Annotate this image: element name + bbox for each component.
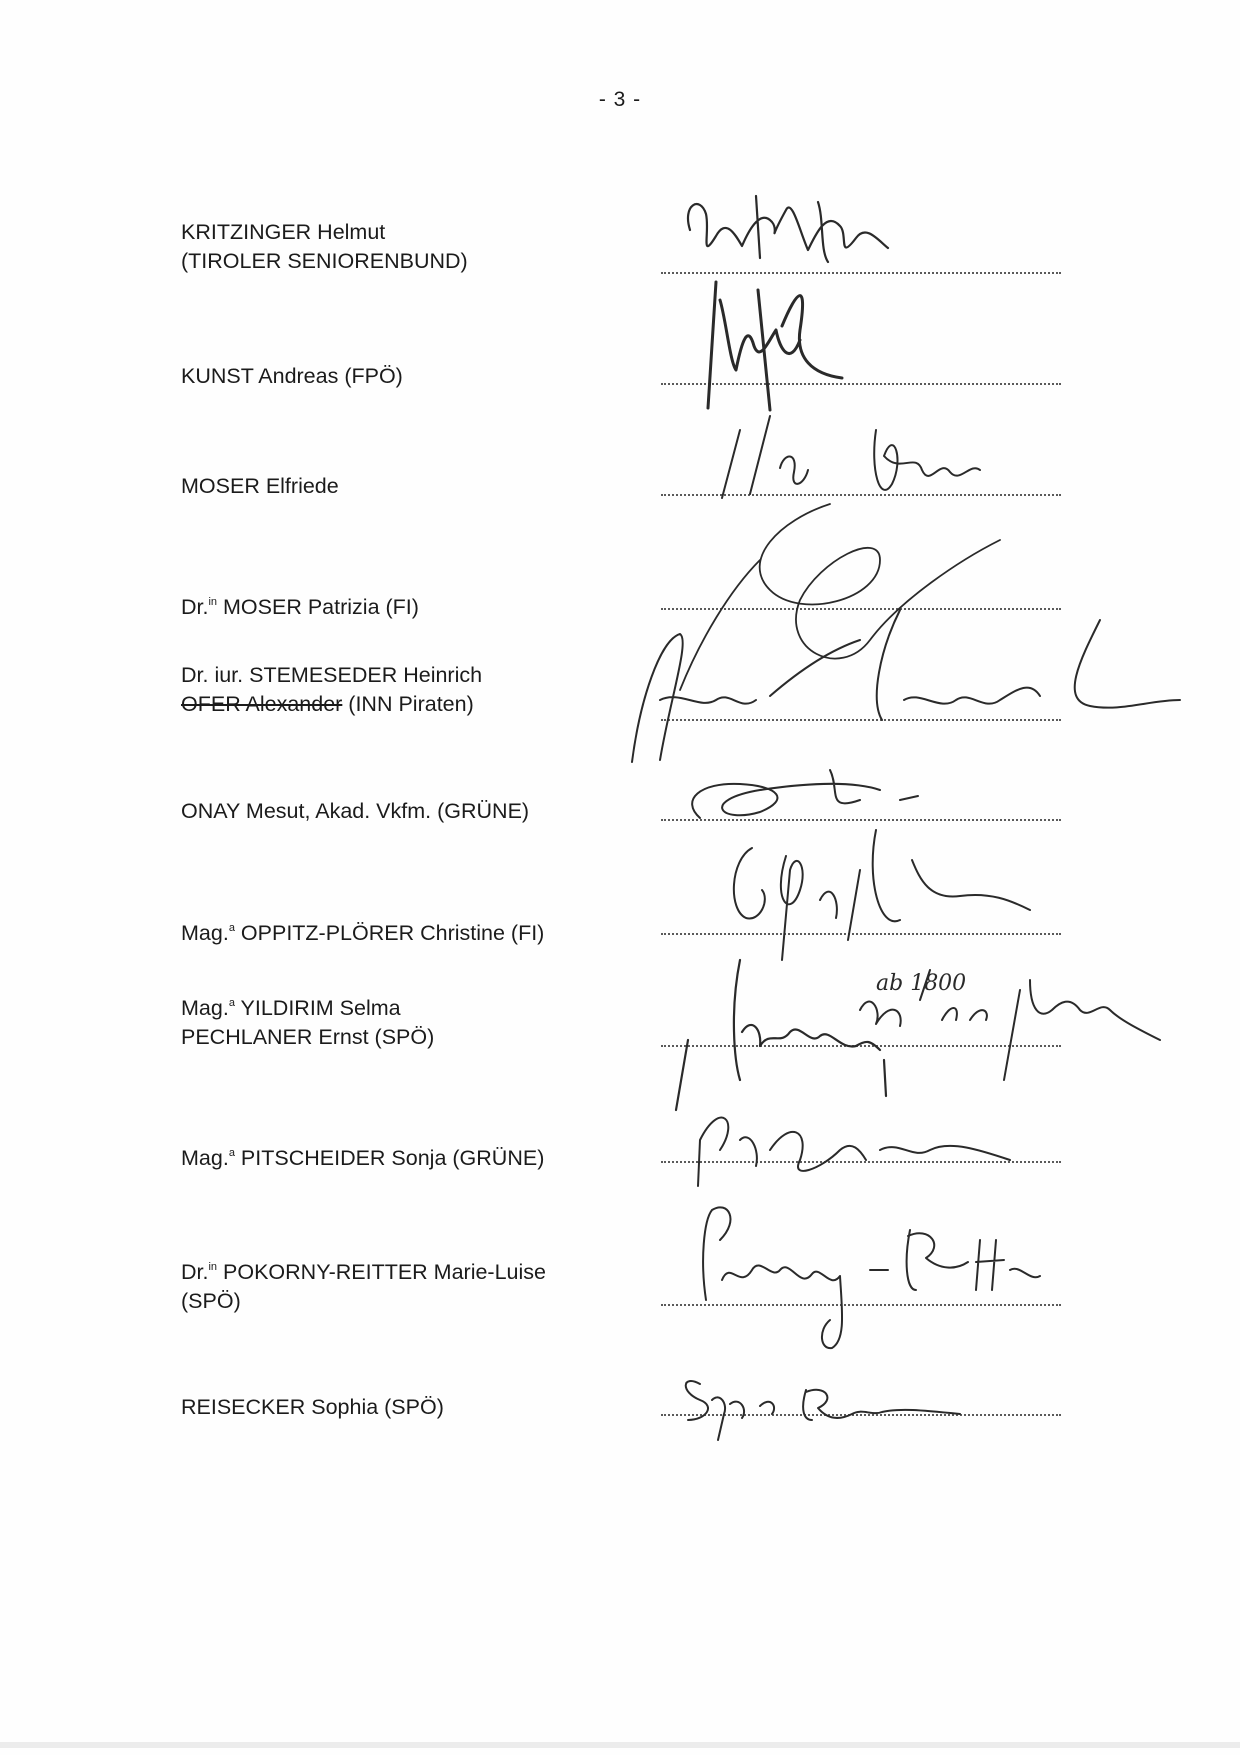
signature-kunst (708, 282, 842, 410)
signatory-stemeseder (181, 661, 482, 719)
signature-line (661, 494, 1061, 496)
signature-line (661, 719, 1061, 721)
signature-line (661, 1045, 1061, 1047)
signatory-name: Dr. iur. STEMESEDER Heinrich (181, 663, 483, 687)
signatory-kritzinger (181, 218, 468, 276)
signatory-yildirim-pechlaner (181, 989, 434, 1052)
title-suffix: a (228, 997, 235, 1009)
title-prefix: Dr. (181, 1260, 209, 1284)
signatory-reisecker (181, 1393, 444, 1422)
signatory-pitscheider (181, 1139, 544, 1173)
scan-edge (0, 1742, 1240, 1748)
signatory-affiliation: (SPÖ) (181, 1289, 241, 1313)
signatory-onay (181, 797, 529, 826)
title-suffix: a (228, 1147, 235, 1159)
signatory-affiliation: (INN Piraten) (342, 692, 474, 716)
signatory-name: PECHLANER Ernst (SPÖ) (181, 1025, 435, 1049)
signature-line (661, 819, 1061, 821)
signature-kritzinger (688, 196, 888, 262)
title-prefix: Mag. (181, 1146, 229, 1170)
signatory-oppitz-ploerer (181, 914, 544, 948)
signatory-name: MOSER Patrizia (FI) (217, 595, 419, 619)
signatory-name: POKORNY-REITTER Marie-Luise (217, 1260, 546, 1284)
handwritten-note-ab: ab 1800 (876, 971, 967, 996)
signatory-affiliation: (TIROLER SENIORENBUND) (181, 249, 468, 273)
signature-line (661, 272, 1061, 274)
signatory-kunst (181, 362, 403, 391)
signature-line (661, 1304, 1061, 1306)
signature-onay (692, 770, 918, 818)
signature-pechlaner (676, 960, 886, 1110)
signatory-pokorny-reitter (181, 1253, 546, 1316)
title-suffix: in (208, 596, 218, 608)
signature-pitscheider (698, 1118, 1010, 1186)
title-suffix: a (228, 922, 235, 934)
signature-oppitz-ploerer (734, 830, 1030, 960)
signature-moser-elfriede (722, 416, 980, 498)
signature-yildirim (860, 970, 1160, 1080)
signatory-name: PITSCHEIDER Sonja (GRÜNE) (234, 1146, 545, 1170)
title-prefix: Dr. (181, 595, 209, 619)
signature-line (661, 608, 1061, 610)
signature-line (661, 1414, 1061, 1416)
signatory-name: MOSER Elfriede (181, 474, 339, 498)
signatory-name: YILDIRIM Selma (234, 996, 401, 1020)
signature-stemeseder (632, 610, 1180, 762)
signature-line (661, 383, 1061, 385)
title-prefix: Mag. (181, 921, 229, 945)
signatory-name: KRITZINGER Helmut (181, 220, 386, 244)
signatory-name: ONAY Mesut, Akad. Vkfm. (GRÜNE) (181, 799, 530, 823)
signatory-moser-patrizia (181, 588, 419, 622)
struck-name: OFER Alexander (181, 692, 343, 716)
title-suffix: in (208, 1261, 218, 1273)
signatory-name: REISECKER Sophia (SPÖ) (181, 1395, 444, 1419)
signature-line (661, 933, 1061, 935)
signature-line (661, 1161, 1061, 1163)
signatory-name: KUNST Andreas (FPÖ) (181, 364, 403, 388)
page-number: - 3 - (598, 88, 642, 111)
signature-moser-patrizia (680, 504, 1000, 690)
title-prefix: Mag. (181, 996, 229, 1020)
signatory-moser-elfriede (181, 472, 339, 501)
signature-pokorny-reitter (703, 1207, 1040, 1348)
signatory-name: OPPITZ-PLÖRER Christine (FI) (234, 921, 545, 945)
signature-reisecker (686, 1381, 960, 1440)
